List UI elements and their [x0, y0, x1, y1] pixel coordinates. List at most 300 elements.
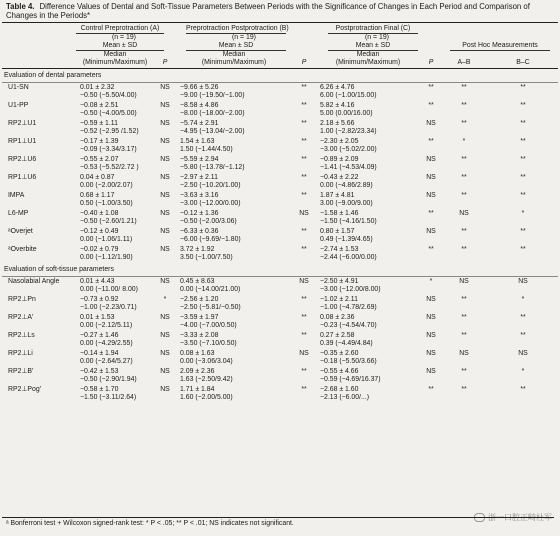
spacer [294, 110, 314, 119]
table-row-median [2, 200, 558, 209]
group-b-median-value: −6.00 (−9.69/−1.80) [180, 236, 241, 244]
group-a-mean-value: 0.01 ± 2.32 [80, 84, 115, 92]
group-c-mean-value: −1.58 ± 1.46 [320, 210, 359, 218]
table-row-median [2, 376, 558, 385]
group-c-p-value: NS [426, 156, 436, 164]
table-row [2, 173, 558, 182]
spacer [156, 286, 174, 295]
group-c-mean-value: 0.80 ± 1.57 [320, 228, 355, 236]
spacer [156, 164, 174, 173]
table-row [2, 245, 558, 254]
post-hoc-ab-value: ** [461, 332, 467, 340]
group-b-p-value: NS [299, 210, 309, 218]
group-c-p-value: NS [426, 368, 436, 376]
spacer [156, 110, 174, 119]
table-row [2, 227, 558, 236]
table-row [2, 101, 558, 110]
watermark-text: 浙一口腔正畸杜军 [488, 513, 552, 522]
table-row-median [2, 236, 558, 245]
table-label: Table 4. [6, 2, 35, 11]
group-c-median-value: −0.23 (−4.54/4.70) [320, 322, 377, 330]
spacer [422, 200, 558, 209]
group-c-mean: Mean ± SD [328, 42, 418, 51]
group-a-mean-value: −0.55 ± 2.07 [80, 156, 119, 164]
spacer [422, 286, 558, 295]
group-c-p-value: ** [428, 246, 434, 254]
group-a-p-value: NS [160, 350, 170, 358]
group-c-p-value: NS [426, 174, 436, 182]
soft-section-title: Evaluation of soft-tissue parameters [2, 263, 558, 277]
group-a-p-value: NS [160, 174, 170, 182]
group-b-median-value: −3.50 (−7.10/0.50) [180, 340, 237, 348]
table-row-median [2, 146, 558, 155]
spacer [422, 254, 558, 263]
row-label: RP2⊥B′ [8, 368, 34, 376]
group-c-p-value: NS [426, 192, 436, 200]
post-hoc-ab-value: ** [461, 246, 467, 254]
group-a-mean-value: −0.12 ± 0.49 [80, 228, 119, 236]
spacer [422, 376, 558, 385]
spacer [2, 358, 74, 367]
table-page [2, 2, 558, 534]
table-title: Difference Values of Dental and Soft-Tissue Parameters Between Periods with the Significance of Changes in Each Period and Comparison of Changes in the Periods* [6, 2, 530, 21]
group-c-p-value: ** [428, 84, 434, 92]
table-row-median [2, 358, 558, 367]
spacer [294, 340, 314, 349]
post-hoc-ab-value: ** [461, 84, 467, 92]
group-a-minmax: (Minimum/Maximum) [82, 59, 148, 67]
spacer [156, 236, 174, 245]
group-c-p-value: ** [428, 386, 434, 394]
row-label: RP2⊥A′ [8, 314, 34, 322]
spacer [2, 200, 74, 209]
group-c-median-value: −1.50 (−4.16/1.50) [320, 218, 377, 226]
spacer [294, 200, 314, 209]
table-row [2, 313, 558, 322]
spacer [422, 218, 558, 227]
post-hoc-ab-value: ** [461, 120, 467, 128]
table-row-median [2, 322, 558, 331]
group-a-mean-value: 0.01 ± 4.43 [80, 278, 115, 286]
group-a-p-value: NS [160, 246, 170, 254]
group-b-p-value: ** [301, 296, 307, 304]
group-b-p-value: ** [301, 84, 307, 92]
group-a-p-value: NS [160, 386, 170, 394]
row-label: RP2⊥Pog′ [8, 386, 41, 394]
group-a-header: Control Preprotraction (A) [76, 25, 164, 34]
group-b-p-value: ** [301, 246, 307, 254]
group-c-median-value: −0.18 (−5.50/3.66) [320, 358, 377, 366]
group-b-mean: Mean ± SD [186, 42, 286, 51]
group-b-mean-value: 2.09 ± 2.36 [180, 368, 215, 376]
table-row [2, 119, 558, 128]
group-b-p-value: ** [301, 156, 307, 164]
table-row [2, 209, 558, 218]
table-row-median [2, 164, 558, 173]
table-row [2, 331, 558, 340]
group-a-mean-value: −0.58 ± 1.70 [80, 386, 119, 394]
table-row [2, 277, 558, 287]
row-label: U1-PP [8, 102, 29, 110]
table-row [2, 155, 558, 164]
spacer [294, 376, 314, 385]
post-hoc-bc-value: NS [518, 350, 528, 358]
spacer [156, 218, 174, 227]
spacer [156, 322, 174, 331]
row-label: RP2⊥Li [8, 350, 33, 358]
group-b-mean-value: 1.54 ± 1.63 [180, 138, 215, 146]
group-c-median: Median [356, 51, 380, 59]
group-c-median-value: 5.00 (0.00/16.00) [320, 110, 373, 118]
group-c-n: (n = 19) [365, 34, 389, 42]
group-a-p: P [162, 59, 168, 67]
spacer [294, 236, 314, 245]
group-b-p-value: ** [301, 332, 307, 340]
group-b-mean-value: 1.71 ± 1.84 [180, 386, 215, 394]
group-a-mean-value: −0.73 ± 0.92 [80, 296, 119, 304]
table-row-median [2, 128, 558, 137]
post-hoc-ab-value: ** [461, 368, 467, 376]
row-label: ᵃOverjet [8, 228, 33, 236]
table-row-median [2, 92, 558, 101]
group-a-mean-value: −0.02 ± 0.79 [80, 246, 119, 254]
group-b-mean-value: −5.59 ± 2.94 [180, 156, 219, 164]
row-label: ᵃOverbite [8, 246, 37, 254]
spacer [294, 92, 314, 101]
post-hoc-bc-value: ** [520, 228, 526, 236]
group-b-mean-value: 0.08 ± 1.63 [180, 350, 215, 358]
spacer [422, 340, 558, 349]
group-c-p-value: ** [428, 102, 434, 110]
table-row-median [2, 394, 558, 403]
group-a-median-value: 0.00 (−4.29/2.55) [80, 340, 133, 348]
group-b-mean-value: −3.63 ± 3.16 [180, 192, 219, 200]
group-a-mean-value: −0.59 ± 1.11 [80, 120, 118, 128]
group-a-p-value: NS [160, 210, 170, 218]
row-label: RP2⊥U1 [8, 120, 37, 128]
group-b-mean-value: −8.58 ± 4.86 [180, 102, 219, 110]
group-c-mean-value: −2.50 ± 4.91 [320, 278, 359, 286]
group-a-mean-value: −0.42 ± 1.53 [80, 368, 119, 376]
group-b-mean-value: −5.74 ± 2.91 [180, 120, 219, 128]
post-hoc-bc-value: ** [520, 120, 526, 128]
group-c-p-value: NS [426, 350, 436, 358]
spacer [294, 394, 314, 403]
group-a-median-value: 0.00 (−1.06/1.11) [80, 236, 133, 244]
group-c-p-value: * [429, 278, 433, 286]
group-a-p-value: NS [160, 138, 170, 146]
row-label: L6-MP [8, 210, 29, 218]
spacer [422, 322, 558, 331]
spacer [422, 164, 558, 173]
spacer [294, 286, 314, 295]
group-b-mean-value: −0.12 ± 1.36 [180, 210, 219, 218]
group-a-p-value: NS [160, 102, 170, 110]
group-c-p: P [428, 59, 434, 67]
group-b-mean-value: −3.33 ± 2.08 [180, 332, 219, 340]
spacer [294, 146, 314, 155]
group-c-p-value: NS [426, 332, 436, 340]
spacer [156, 92, 174, 101]
group-b-minmax: (Minimum/Maximum) [201, 59, 267, 67]
spacer [156, 376, 174, 385]
group-c-p-value: NS [426, 296, 436, 304]
post-hoc-ab-value: ** [461, 386, 467, 394]
group-a-median-value: 0.00 (−11.00/ 8.00) [80, 286, 138, 294]
spacer [156, 304, 174, 313]
post-hoc-bc-value: ** [520, 102, 526, 110]
spacer [2, 92, 74, 101]
group-c-median-value: −3.00 (−5.02/2.00) [320, 146, 377, 154]
spacer [2, 182, 74, 191]
post-hoc-bc-value: ** [520, 332, 526, 340]
spacer [294, 304, 314, 313]
group-b-mean-value: −6.33 ± 0.36 [180, 228, 219, 236]
group-b-p-value: ** [301, 192, 307, 200]
group-b-p-value: ** [301, 138, 307, 146]
group-b-n: (n = 19) [232, 34, 256, 42]
post-hoc-ab-value: NS [459, 278, 469, 286]
group-b-p-value: ** [301, 228, 307, 236]
group-a-p-value: * [163, 296, 167, 304]
group-a-p-value: NS [160, 332, 170, 340]
group-a-median-value: −0.52 (−2.95 /1.52) [80, 128, 139, 136]
post-hoc-ab-value: ** [461, 228, 467, 236]
spacer [2, 146, 74, 155]
group-a-mean: Mean ± SD [76, 42, 164, 51]
post-hoc-bc-value: ** [520, 156, 526, 164]
group-c-median-value: 0.00 (−4.86/2.89) [320, 182, 373, 190]
group-a-median-value: −0.53 (−5.52/2.72 ) [80, 164, 139, 172]
group-a-median-value: −0.50 (−2.60/1.21) [80, 218, 137, 226]
group-c-p-value: ** [428, 138, 434, 146]
group-c-mean-value: −2.30 ± 2.05 [320, 138, 359, 146]
post-hoc-bc-value: * [521, 210, 525, 218]
spacer [422, 182, 558, 191]
group-c-mean-value: 0.27 ± 2.58 [320, 332, 355, 340]
table-row-median [2, 304, 558, 313]
group-a-median-value: −0.50 (−2.90/1.94) [80, 376, 137, 384]
group-a-p-value: NS [160, 278, 170, 286]
group-a-mean-value: 0.04 ± 0.87 [80, 174, 115, 182]
post-hoc-ab-value: ** [461, 192, 467, 200]
table-row [2, 83, 558, 93]
group-b-median: Median [222, 51, 246, 59]
group-c-p-value: ** [428, 210, 434, 218]
group-c-header: Postprotraction Final (C) [328, 25, 418, 34]
post-hoc-ab: A–B [457, 59, 471, 67]
group-b-median-value: 1.60 (−2.00/5.00) [180, 394, 233, 402]
group-b-mean-value: −2.97 ± 2.11 [180, 174, 218, 182]
row-label: RP2⊥U6 [8, 156, 37, 164]
group-c-mean-value: 5.82 ± 4.16 [320, 102, 355, 110]
spacer [2, 254, 74, 263]
spacer [2, 164, 74, 173]
spacer [2, 394, 74, 403]
spacer [294, 358, 314, 367]
post-hoc-bc-value: ** [520, 192, 526, 200]
group-b-median-value: −4.00 (−7.00/0.50) [180, 322, 237, 330]
row-label: RP2⊥Ls [8, 332, 35, 340]
spacer [422, 92, 558, 101]
group-c-mean-value: −2.68 ± 1.60 [320, 386, 359, 394]
group-a-mean-value: −0.17 ± 1.39 [80, 138, 119, 146]
group-c-mean-value: −0.35 ± 2.60 [320, 350, 359, 358]
group-a-p-value: NS [160, 368, 170, 376]
group-a-median-value: −1.50 (−3.11/2.64) [80, 394, 137, 402]
group-c-p-value: NS [426, 228, 436, 236]
group-b-mean-value: −3.59 ± 1.97 [180, 314, 219, 322]
spacer [422, 304, 558, 313]
spacer [2, 322, 74, 331]
group-c-minmax: (Minimum/Maximum) [335, 59, 401, 67]
group-a-mean-value: 0.01 ± 1.53 [80, 314, 115, 322]
group-a-p-value: NS [160, 84, 170, 92]
group-c-median-value: −1.41 (−4.53/4.09) [320, 164, 377, 172]
dental-parameters-body [2, 69, 558, 264]
spacer [2, 286, 74, 295]
table-footnote: ᵃ Bonferroni test + Wilcoxon signed-rank test: * P < .05; ** P < .01; NS indicates not significant. [2, 517, 554, 529]
group-b-median-value: 0.00 (−3.06/3.04) [180, 358, 233, 366]
post-hoc-bc-value: ** [520, 138, 526, 146]
post-hoc-bc-value: ** [520, 314, 526, 322]
group-a-median-value: 0.00 (−2.12/5.11) [80, 322, 133, 330]
post-hoc-bc-value: * [521, 296, 525, 304]
spacer [422, 128, 558, 137]
group-b-median-value: −3.00 (−12.00/0.00) [180, 200, 241, 208]
row-label: RP1⊥U6 [8, 174, 37, 182]
spacer [2, 376, 74, 385]
group-c-p-value: NS [426, 314, 436, 322]
group-c-mean-value: 0.08 ± 2.36 [320, 314, 355, 322]
post-hoc-bc-value: ** [520, 246, 526, 254]
group-b-p-value: ** [301, 368, 307, 376]
group-a-mean-value: −0.27 ± 1.46 [80, 332, 119, 340]
post-hoc-bc-value: ** [520, 84, 526, 92]
spacer [2, 128, 74, 137]
group-a-n: (n = 19) [112, 34, 136, 42]
group-b-mean-value: 0.45 ± 8.63 [180, 278, 215, 286]
group-a-median-value: −0.50 (−4.00/5.00) [80, 110, 137, 118]
group-a-median-value: 0.00 (−2.64/5.27) [80, 358, 133, 366]
group-c-mean-value: 1.87 ± 4.81 [320, 192, 355, 200]
table-row-median [2, 254, 558, 263]
post-hoc-ab-value: ** [461, 156, 467, 164]
group-b-p-value: NS [299, 350, 309, 358]
group-b-median-value: 0.00 (−14.00/21.00) [180, 286, 241, 294]
group-a-median-value: −1.00 (−2.23/0.71) [80, 304, 137, 312]
group-c-mean-value: −1.02 ± 2.11 [320, 296, 358, 304]
group-b-median-value: −4.95 (−13.04/−2.00) [180, 128, 245, 136]
group-a-mean-value: −0.08 ± 2.51 [80, 102, 119, 110]
spacer [422, 110, 558, 119]
spacer [2, 304, 74, 313]
group-c-median-value: −1.00 (−4.78/2.69) [320, 304, 377, 312]
spacer [156, 254, 174, 263]
group-b-median-value: −9.00 (−19.50/−1.00) [180, 92, 245, 100]
group-b-median-value: −5.80 (−13.78/−1.12) [180, 164, 245, 172]
group-b-header: Preprotraction Postprotraction (B) [186, 25, 289, 33]
post-hoc-bc-value: NS [518, 278, 528, 286]
table-row [2, 295, 558, 304]
spacer [156, 358, 174, 367]
group-a-p-value: NS [160, 156, 170, 164]
table-caption [2, 2, 558, 20]
group-c-mean-value: −2.74 ± 1.53 [320, 246, 359, 254]
group-c-p-value: NS [426, 120, 436, 128]
post-hoc-ab-value: ** [461, 314, 467, 322]
spacer [156, 182, 174, 191]
group-b-median-value: −2.50 (−5.81/−0.50) [180, 304, 241, 312]
group-c-mean-value: 2.18 ± 5.66 [320, 120, 355, 128]
post-hoc-ab-value: ** [461, 174, 467, 182]
spacer [2, 340, 74, 349]
table-row-median [2, 340, 558, 349]
group-a-p-value: NS [160, 120, 170, 128]
group-c-median-value: −2.44 (−6.00/0.00) [320, 254, 377, 262]
table-row [2, 191, 558, 200]
group-a-median-value: 0.00 (−1.12/1.90) [80, 254, 133, 262]
group-c-median-value: −0.59 (−4.69/16.37) [320, 376, 381, 384]
spacer [294, 128, 314, 137]
spacer [2, 110, 74, 119]
group-b-median-value: −8.00 (−18.00/−2.00) [180, 110, 245, 118]
spacer [156, 200, 174, 209]
post-hoc-ab-value: NS [459, 210, 469, 218]
table-row [2, 367, 558, 376]
soft-tissue-parameters-body [2, 263, 558, 403]
spacer [294, 164, 314, 173]
post-hoc-ab-value: * [462, 138, 466, 146]
spacer [422, 236, 558, 245]
group-b-median-value: −2.50 (−10.20/1.00) [180, 182, 241, 190]
group-a-median-value: −0.50 (−5.50/4.00) [80, 92, 137, 100]
group-b-p-value: ** [301, 386, 307, 394]
group-b-median-value: 1.63 (−2.50/9.42) [180, 376, 233, 384]
spacer [156, 340, 174, 349]
group-a-median-value: −0.09 (−3.34/3.17) [80, 146, 137, 154]
dental-section-title: Evaluation of dental parameters [2, 69, 558, 83]
post-hoc-bc-value: ** [520, 386, 526, 394]
group-b-median-value: −0.50 (−2.00/3.06) [180, 218, 237, 226]
row-label: RP2⊥Pn [8, 296, 36, 304]
group-b-p-value: ** [301, 314, 307, 322]
group-b-p-value: NS [299, 278, 309, 286]
spacer [156, 146, 174, 155]
group-c-mean-value: −0.43 ± 2.22 [320, 174, 359, 182]
spacer [294, 182, 314, 191]
group-a-mean-value: 0.68 ± 1.17 [80, 192, 115, 200]
spacer [422, 358, 558, 367]
group-a-p-value: NS [160, 192, 170, 200]
spacer [2, 218, 74, 227]
data-table [2, 22, 558, 403]
table-row [2, 385, 558, 394]
group-c-mean-value: 6.26 ± 4.76 [320, 84, 355, 92]
post-hoc-bc-value: * [521, 368, 525, 376]
group-a-p-value: NS [160, 314, 170, 322]
group-c-median-value: 0.39 (−4.49/4.84) [320, 340, 373, 348]
group-b-mean-value: −2.56 ± 1.20 [180, 296, 219, 304]
group-a-median-value: 0.50 (−1.00/3.50) [80, 200, 133, 208]
table-row-median [2, 110, 558, 119]
group-b-p-value: ** [301, 102, 307, 110]
spacer [156, 128, 174, 137]
post-hoc-ab-value: NS [459, 350, 469, 358]
table-row-median [2, 218, 558, 227]
group-c-median-value: 1.00 (−2.82/23.34) [320, 128, 377, 136]
spacer [2, 236, 74, 245]
